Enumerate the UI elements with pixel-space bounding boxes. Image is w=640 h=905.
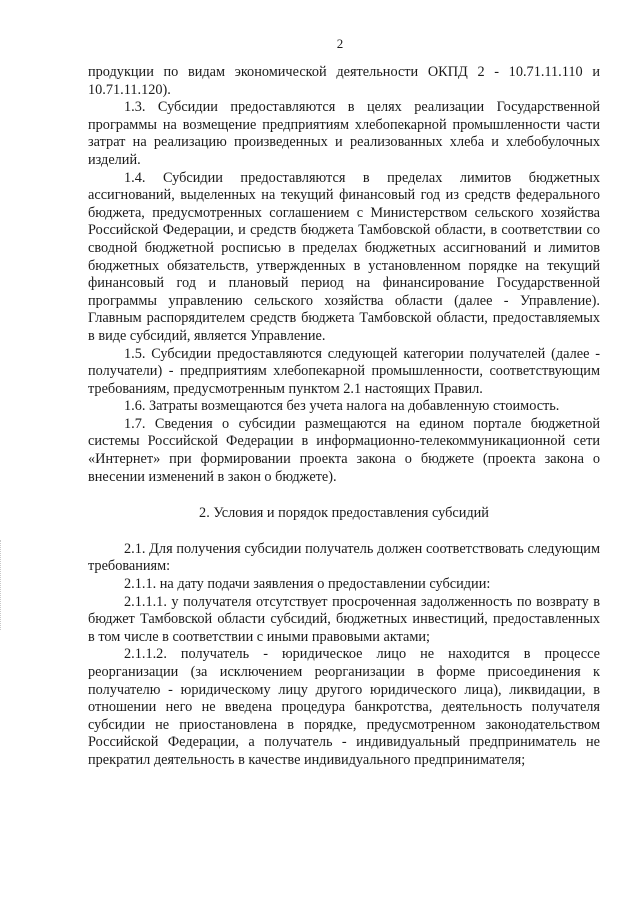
paragraph-1-3: 1.3. Субсидии предоставляются в целях реализации Государственной программы на возмещение предприятиям хлебопекарной промышленности части затрат на реализацию произведенных и реализованных хлеба и хлебобулочных изделий. [88,99,600,168]
paragraph-okpd-continuation: продукции по видам экономической деятельности ОКПД 2 - 10.71.11.110 и 10.71.11.120). [88,64,600,98]
paragraph-1-7: 1.7. Сведения о субсидии размещаются на едином портале бюджетной системы Российской Федерации в информационно-телекоммуникационной сети «Интернет» при формировании проекта закона о бюджете (проекта закона о внесении изменений в закон о бюджете). [88,415,600,485]
paragraph-2-1: 2.1. Для получения субсидии получатель должен соответствовать следующим требованиям: [88,540,600,575]
page-number: 2 [336,36,344,51]
paragraph-1-5: 1.5. Субсидии предоставляются следующей категории получателей (далее - получатели) - предприятиям хлебопекарной промышленности, соответствующим требованиям, предусмотренным пунктом 2.1 настоящих Правил. [88,345,600,397]
scan-edge-mark [0,540,4,630]
paragraph-1-6: 1.6. Затраты возмещаются без учета налога на добавленную стоимость. [124,398,560,415]
section-heading: 2. Условия и порядок предоставления субсидий [199,505,489,522]
paragraph-2-1-1-2: 2.1.1.2. получатель - юридическое лицо не находится в процессе реорганизации (за исключением реорганизации в форме присоединения к получателю - юридическому лицу другого юридического лица), ликвидации, в отношении него не введена процедура банкротства, деятельность получателя субсидии не приостановлена в порядке, предусмотренном законодательством Российской Федерации, а получатель - индивидуальный предприниматель не прекратил деятельность в качестве индивидуального предпринимателя; [88,646,600,768]
paragraph-2-1-1: 2.1.1. на дату подачи заявления о предоставлении субсидии: [124,576,491,593]
paragraph-1-4: 1.4. Субсидии предоставляются в пределах лимитов бюджетных ассигнований, выделенных на текущий финансовый год из средств федерального бюджета, предусмотренных соглашением с Министерством сельского хозяйства Российской Федерации, и средств бюджета Тамбовской области, в соответствии со сводной бюджетной росписью в пределах бюджетных ассигнований и лимитов бюджетных обязательств, утвержденных в установленном порядке на текущий финансовый год и плановый период на финансирование Государственной программы управлению сельского хозяйства области (далее - Управление). Главным распорядителем средств бюджета Тамбовской области, предоставляемых в виде субсидий, является Управление. [88,169,600,344]
paragraph-2-1-1-1: 2.1.1.1. у получателя отсутствует просроченная задолженность по возврату в бюджет Тамбовской области субсидий, бюджетных инвестиций, предоставленных в том числе в соответствии с иными правовыми актами; [88,593,600,645]
document-body [88,64,600,770]
